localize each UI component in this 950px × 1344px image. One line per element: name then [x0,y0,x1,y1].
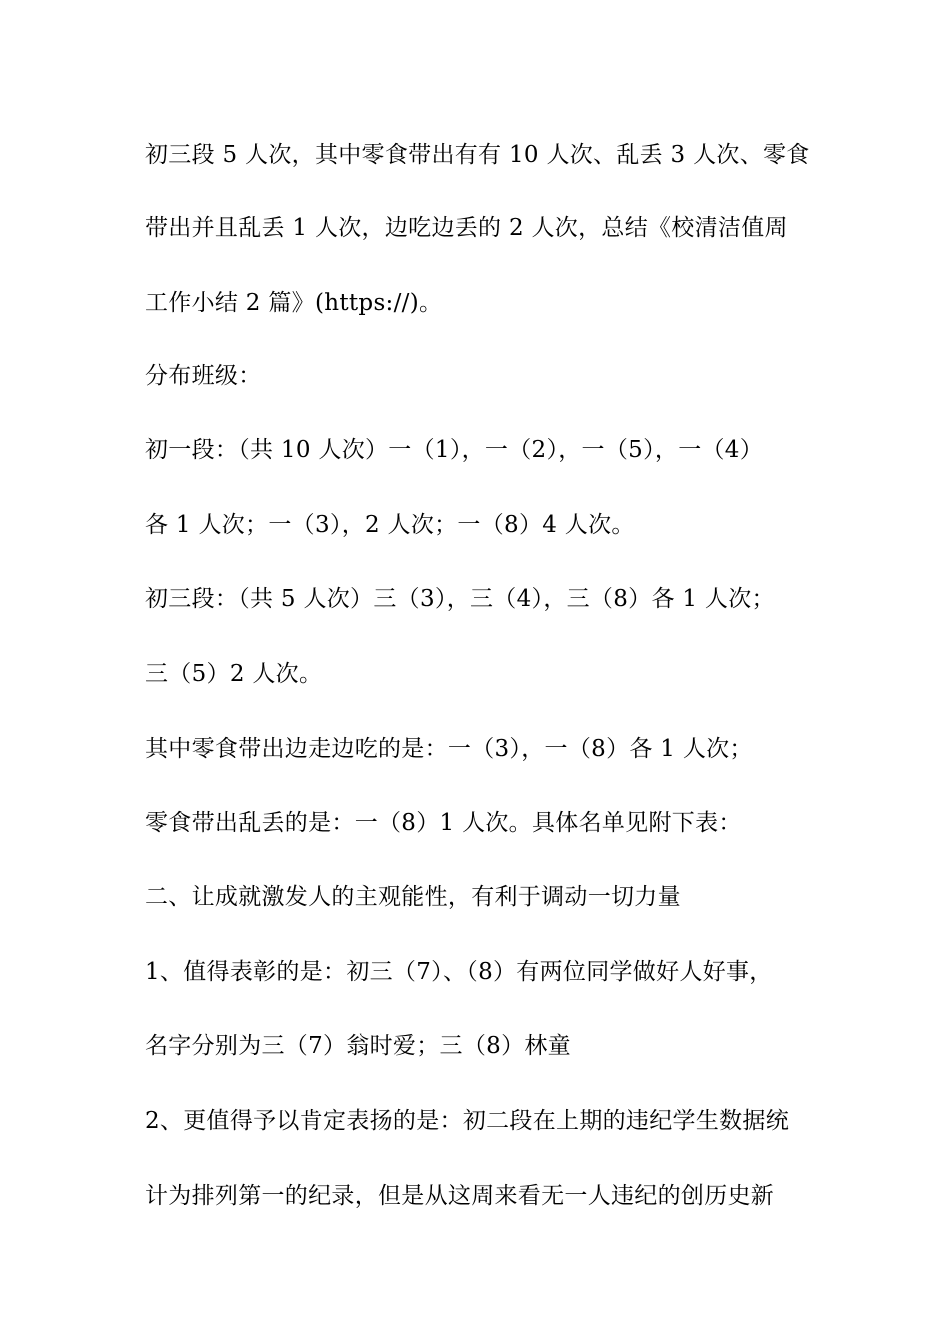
text-line-5: 初一段：（共 10 人次）一（1），一（2），一（5），一（4） [145,437,764,463]
text-line-3: 工作小结 2 篇》(https://)。 [145,290,443,316]
text-line-2: 带出并且乱丢 1 人次，边吃边丢的 2 人次，总结《校清洁值周 [145,215,788,241]
text-line-9: 其中零食带出边走边吃的是：一（3），一（8）各 1 人次； [145,736,753,762]
text-line-4: 分布班级： [145,363,262,389]
text-line-7: 初三段：（共 5 人次）三（3），三（4），三（8）各 1 人次； [145,586,775,612]
text-line-10: 零食带出乱丢的是：一（8）1 人次。具体名单见附下表： [145,810,742,836]
text-line-13: 名字分别为三（7）翁时爱；三（8）林童 [145,1033,571,1059]
text-line-11: 二、让成就激发人的主观能性，有利于调动一切力量 [145,884,681,910]
text-line-15: 计为排列第一的纪录，但是从这周来看无一人违纪的创历史新 [145,1183,775,1209]
text-line-8: 三（5）2 人次。 [145,661,323,687]
text-line-12: 1、值得表彰的是：初三（7）、（8）有两位同学做好人好事， [145,959,773,985]
text-line-1: 初三段 5 人次，其中零食带出有有 10 人次、乱丢 3 人次、零食 [145,142,810,168]
text-line-6: 各 1 人次；一（3），2 人次；一（8）4 人次。 [145,512,635,538]
text-line-14: 2、更值得予以肯定表扬的是：初二段在上期的违纪学生数据统 [145,1108,790,1134]
